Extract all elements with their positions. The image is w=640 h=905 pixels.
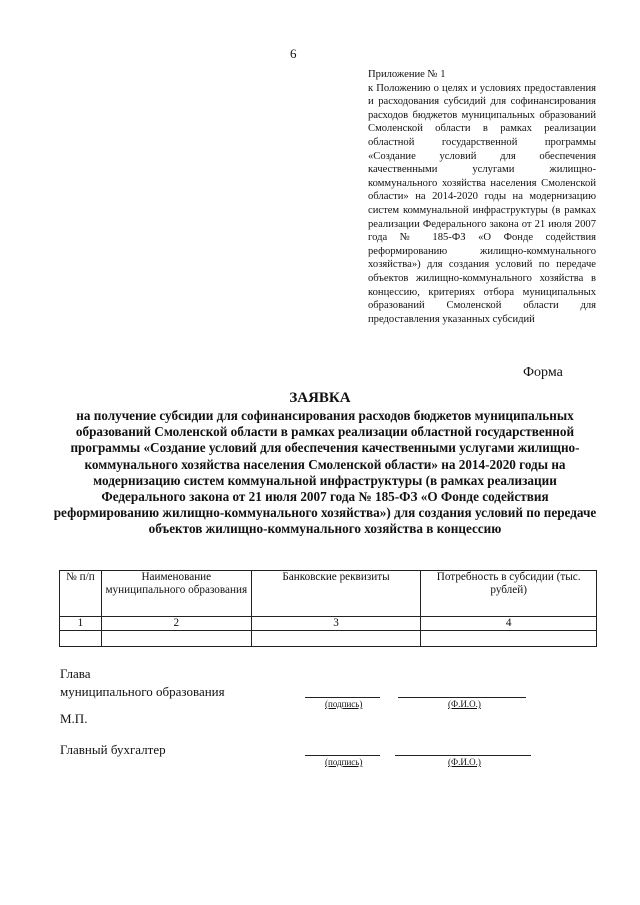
table-header-cell: № п/п	[60, 571, 102, 617]
table-cell: 2	[101, 617, 251, 631]
accountant-name-line	[395, 755, 531, 756]
document-title: ЗАЯВКА	[289, 390, 351, 406]
document-subtitle: на получение субсидии для софинансирования расходов бюджетов муниципальных образований Смоленской области в рамках реализации областной государственной программы «Создание условий для обеспечения качественными услугами жилищно-коммунального хозяйства населения Смоленской области» на 2014-2020 годы на модернизацию систем коммунальной инфраструктуры (в рамках реализации Федерального закона от 21 июля 2007 года № 185-ФЗ «О Фонде содействия реформированию жилищно-коммунального хозяйства») для создания условий по передаче объектов жилищно-коммунального хозяйства в концессию	[53, 408, 597, 537]
accountant-signature-hint: (подпись)	[325, 757, 363, 767]
table-row	[60, 617, 597, 631]
stamp-label: М.П.	[60, 711, 88, 726]
table-cell	[60, 631, 102, 647]
head-signature-hint: (подпись)	[325, 699, 363, 709]
table-cell	[101, 631, 251, 647]
appendix-title: Приложение № 1	[368, 69, 446, 80]
page-number: 6	[290, 46, 297, 61]
accountant-signature-line	[305, 755, 380, 756]
appendix-note	[368, 68, 596, 326]
table-cell: 4	[421, 617, 597, 631]
appendix-text: к Положению о целях и условиях предоставления и расходования субсидий для софинансирования расходов бюджетов муниципальных образований Смоленской области в рамках реализации областной государственной программы «Создание условий для обеспечения качественными услугами жилищно-коммунального хозяйства населения Смоленской области» на 2014-2020 годы на модернизацию систем коммунальной инфраструктуры (в рамках реализации Федерального закона от 21 июля 2007 года № 185-ФЗ «О Фонде содействия реформированию жилищно-коммунального хозяйства») для создания условий по передаче объектов жилищно-коммунального хозяйства в концессию, критериях отбора муниципальных образований Смоленской области для предоставления указанных субсидий	[368, 82, 596, 325]
table-header-row	[60, 571, 597, 617]
accountant-label: Главный бухгалтер	[60, 742, 166, 757]
head-name-line	[398, 697, 526, 698]
accountant-name-hint: (Ф.И.О.)	[448, 757, 481, 767]
head-label-line1: Глава	[60, 666, 91, 681]
table-header-cell: Потребность в субсидии (тыс. рублей)	[421, 571, 597, 617]
table-cell: 1	[60, 617, 102, 631]
head-name-hint: (Ф.И.О.)	[448, 699, 481, 709]
table-cell	[421, 631, 597, 647]
form-label: Форма	[523, 365, 563, 380]
request-table	[59, 570, 597, 647]
table-cell	[251, 631, 421, 647]
head-label-line2: муниципального образования	[60, 684, 225, 699]
table-cell: 3	[251, 617, 421, 631]
table-header-cell: Банковские реквизиты	[251, 571, 421, 617]
table-header-cell: Наименование муниципального образования	[101, 571, 251, 617]
table-row	[60, 631, 597, 647]
head-signature-line	[305, 697, 380, 698]
